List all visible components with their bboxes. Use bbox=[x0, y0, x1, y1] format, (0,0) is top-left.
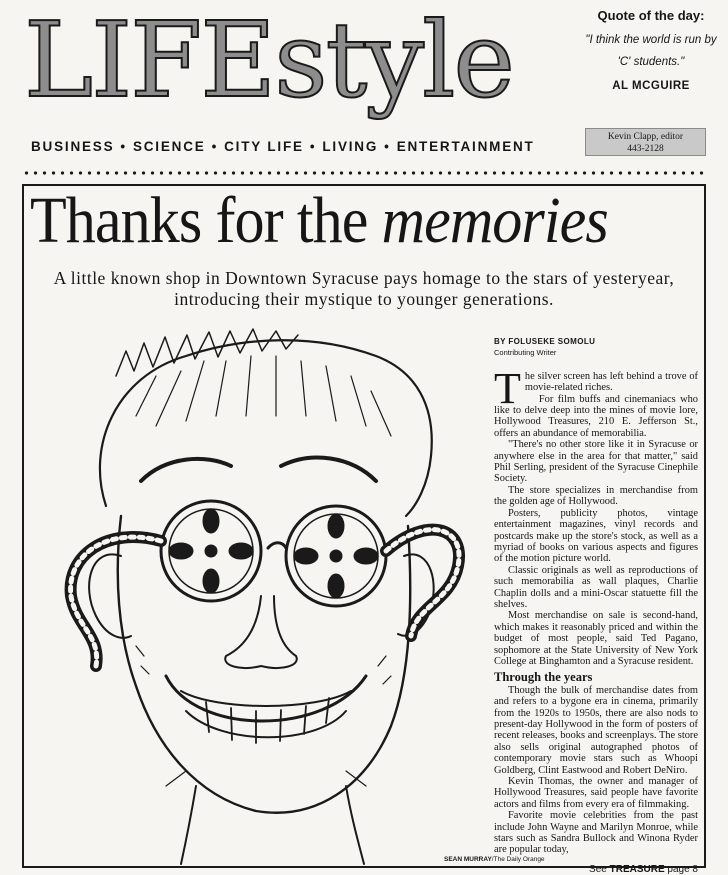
hair-strands bbox=[136, 356, 391, 436]
paragraph: Though the bulk of merchandise dates from and refers to a bygone era in cinema, primarily from the 1920s to 1950s, there are also nods to present-day Hollywood in the form of posters of recent releases, books and screenplays. The store also sells original autographed photos of contemporary movie stars such as Whoopi Goldberg, Clint Eastwood and Robert DeNiro. bbox=[494, 684, 698, 776]
quote-heading: Quote of the day: bbox=[597, 8, 705, 23]
separator-dot: • bbox=[384, 139, 391, 154]
glasses-bridge bbox=[268, 543, 286, 548]
headline-main: Thanks for the bbox=[30, 184, 382, 257]
editor-box bbox=[585, 128, 706, 156]
paragraph: Favorite movie celebrities from the past include John Wayne and Marilyn Monroe, while stars such as Sandra Bullock and Winona Ryder are popular today, bbox=[494, 810, 698, 856]
jump-line[interactable] bbox=[494, 864, 698, 875]
paragraph: The store specializes in merchandise from the golden age of Hollywood. bbox=[494, 484, 698, 508]
paragraph: Classic originals as well as reproductions of such memorabilia as wall plaques, Charlie Chaplin dolls and a mini-Oscar statuette fill the shelves. bbox=[494, 564, 698, 610]
lead-text: he silver screen has left behind a trove of movie-related riches. bbox=[524, 370, 698, 394]
section-entertainment: ENTERTAINMENT bbox=[396, 139, 535, 154]
jump-prefix: See bbox=[589, 863, 610, 875]
section-nav bbox=[31, 139, 571, 154]
dropcap: T bbox=[494, 363, 521, 413]
neck bbox=[181, 786, 364, 864]
left-ear bbox=[89, 554, 131, 637]
paragraph: For film buffs and cinemaniacs who like to delve deep into the mines of movie lore, Hollywood Treasures, 210 E. Jefferson St., offers an abundance of memorabilia. bbox=[494, 393, 698, 439]
credit-name: SEAN MURRAY bbox=[444, 856, 492, 863]
lead-paragraph bbox=[494, 363, 698, 413]
mouth-outer bbox=[166, 676, 366, 721]
editor-phone: 443-2128 bbox=[627, 144, 664, 154]
masthead-title: LIFEstyle bbox=[24, 0, 513, 121]
separator-dot: • bbox=[120, 139, 127, 154]
separator-dot: • bbox=[309, 139, 317, 154]
editor-name: Kevin Clapp, editor bbox=[607, 132, 684, 142]
section-living: LIVING bbox=[322, 139, 379, 154]
section-science: SCIENCE bbox=[132, 139, 206, 154]
right-eyebrow bbox=[281, 458, 376, 481]
quote-author: AL MCGUIRE bbox=[612, 80, 690, 92]
separator-dot: • bbox=[211, 139, 219, 154]
hair-outline bbox=[100, 340, 432, 516]
credit-outlet: /The Daily Orange bbox=[491, 856, 545, 863]
right-film-strip bbox=[386, 530, 459, 636]
section-city-life: CITY LIFE bbox=[224, 139, 304, 154]
cartoon-illustration bbox=[46, 316, 482, 866]
byline-role: Contributing Writer bbox=[494, 348, 557, 358]
paragraph: "There's no other store like it in Syracuse or anywhere else in the area for that matter," said Phil Serling, president of the Syracuse Cinephile Society. bbox=[494, 439, 698, 485]
byline: BY FOLUSEKE SOMOLU bbox=[494, 337, 596, 346]
headline-italic: memories bbox=[381, 184, 608, 257]
hair-scribble bbox=[116, 329, 298, 376]
section-business: BUSINESS bbox=[31, 139, 115, 154]
paragraph: Posters, publicity photos, vintage entertainment magazines, vinyl records and postcards make up the store's stock, as well as a myriad of books on various aspects and figures of the motion picture world. bbox=[494, 507, 698, 565]
deck: A little known shop in Downtown Syracuse pays homage to the stars of yesteryear, introducing their mystique to younger generations. bbox=[53, 268, 675, 309]
quote-of-the-day bbox=[576, 8, 726, 92]
nose bbox=[225, 596, 297, 668]
paragraph: Kevin Thomas, the owner and manager of Hollywood Treasures, said people have favorite actors and films from every era of filmmaking. bbox=[494, 776, 698, 810]
subhead: Through the years bbox=[494, 670, 593, 685]
jump-keyword: TREASURE bbox=[609, 863, 665, 875]
left-eyebrow bbox=[141, 459, 231, 481]
headline bbox=[30, 184, 638, 257]
jump-suffix: page 8 bbox=[664, 863, 698, 875]
paragraph: Most merchandise on sale is second-hand, which makes it reasonably priced and within the budget of most people, said Ted Pagano, sophomore at the State University of New York College at Binghamton and a Syracuse resident. bbox=[494, 610, 698, 667]
article-column bbox=[491, 336, 698, 875]
mouth-inner bbox=[186, 711, 346, 737]
quote-text: "I think the world is run by 'C' students." bbox=[585, 34, 717, 68]
dotted-divider bbox=[22, 170, 706, 176]
